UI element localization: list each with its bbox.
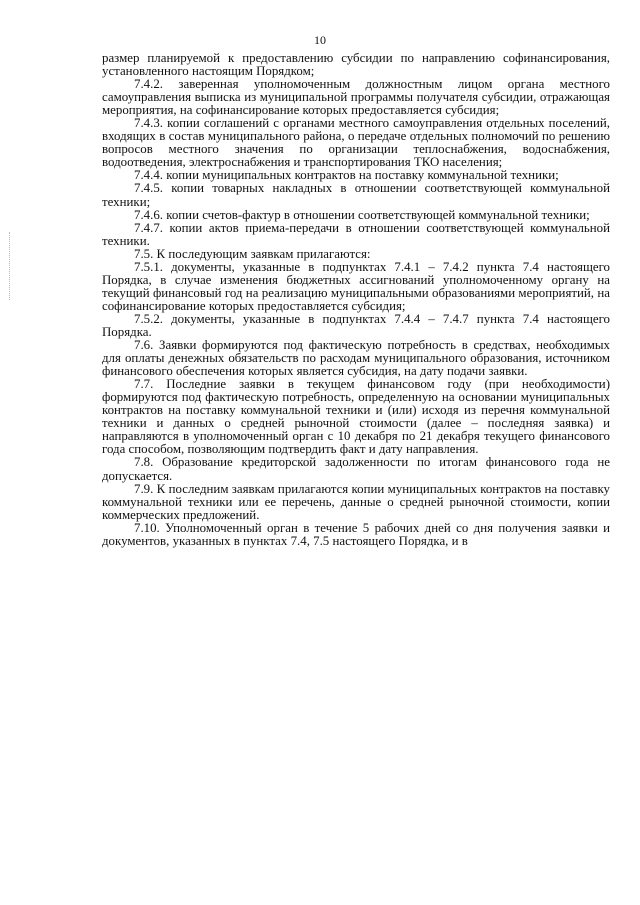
paragraph-7-4-6: 7.4.6. копии счетов-фактур в отношении соответствующей коммунальной техники; <box>134 207 590 222</box>
page-number: 10 <box>314 33 326 47</box>
paragraph-7-8: 7.8. Образование кредиторской задолженности по итогам финансового года не допускается. <box>102 455 610 483</box>
paragraph-7-4-2: 7.4.2. заверенная уполномоченным должностным лицом органа местного самоуправления выписка из муниципальной программы получателя субсидии, отражающая мероприятия, на софинансирование которых предоставляется субсидия; <box>102 77 610 118</box>
paragraph-7-4-5: 7.4.5. копии товарных накладных в отношении соответствующей коммунальной техники; <box>102 181 610 209</box>
paragraph-7-6: 7.6. Заявки формируются под фактическую потребность в средствах, необходимых для оплаты денежных обязательств по расходам муниципального образования, источником финансового обеспечения которых является субсидия, на дату подачи заявки. <box>102 338 610 379</box>
paragraph-cont: размер планируемой к предоставлению субсидии по направлению софинансирования, установленного настоящим Порядком; <box>102 51 610 79</box>
scan-margin-mark <box>9 232 10 300</box>
paragraph-7-4-4: 7.4.4. копии муниципальных контрактов на поставку коммунальной техники; <box>134 168 559 183</box>
paragraph-7-4-7: 7.4.7. копии актов приема-передачи в отношении соответствующей коммунальной техники. <box>102 220 610 248</box>
paragraph-7-4-3: 7.4.3. копии соглашений с органами местного самоуправления отдельных поселений, входящих в состав муниципального района, о передаче отдельных полномочий по решению вопросов местного значения по организации теплоснабжения, водоснабжения, водоотведения, электроснабжения и транспортирования ТКО населения; <box>102 116 610 170</box>
paragraph-7-7: 7.7. Последние заявки в текущем финансовом году (при необходимости) формируются под фактическую потребность, определенную на основании муниципальных контрактов на поставку коммунальной техники и (или) исходя из перечня коммунальной техники и данных о средней рыночной стоимости (далее – последняя заявка) и направляются в уполномоченный орган с 10 декабря по 21 декабря текущего финансового года способом, позволяющим подтвердить факт и дату направления. <box>102 377 610 457</box>
paragraph-7-10: 7.10. Уполномоченный орган в течение 5 рабочих дней со дня получения заявки и документов, указанных в пунктах 7.4, 7.5 настоящего Порядка, и в <box>102 520 610 548</box>
paragraph-7-5-2: 7.5.2. документы, указанные в подпунктах 7.4.4 – 7.4.7 пункта 7.4 настоящего Порядка. <box>102 311 610 339</box>
document-body <box>102 52 610 548</box>
paragraph-7-5: 7.5. К последующим заявкам прилагаются: <box>134 246 371 261</box>
paragraph-7-9: 7.9. К последним заявкам прилагаются копии муниципальных контрактов на поставку коммунальной техники или ее перечень, данные о средней рыночной стоимости, копии коммерческих предложений. <box>102 481 610 522</box>
paragraph-7-5-1: 7.5.1. документы, указанные в подпунктах 7.4.1 – 7.4.2 пункта 7.4 настоящего Порядка, в случае изменения бюджетных ассигнований уполномоченному органу на текущий финансовый год на реализацию муниципальными образованиями мероприятий, на софинансирование которых предоставляется субсидия; <box>102 259 610 313</box>
